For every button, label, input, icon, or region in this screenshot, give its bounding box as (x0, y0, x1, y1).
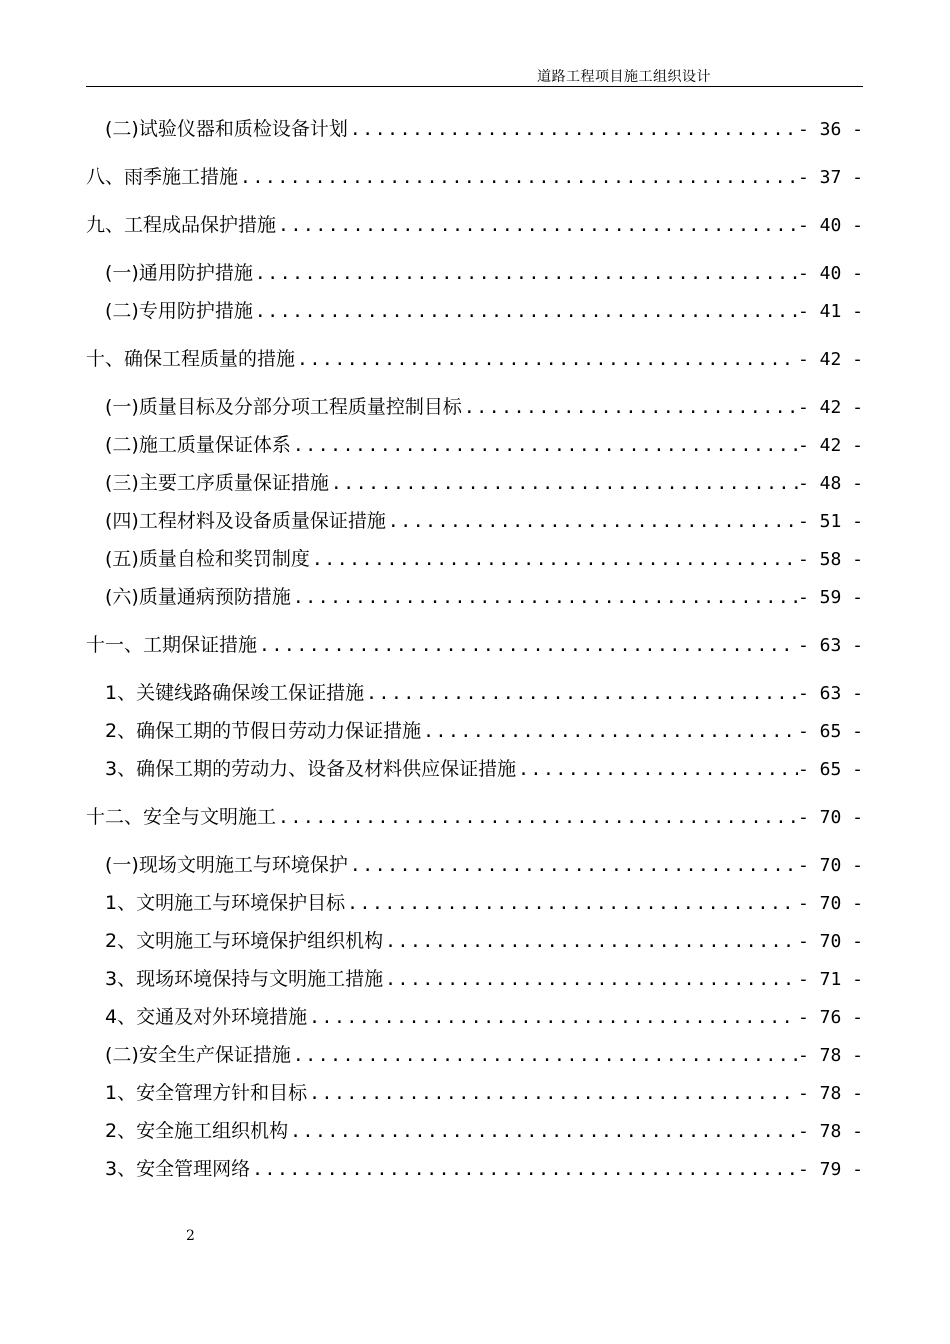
toc-entry-page: - 63 - (797, 635, 863, 656)
toc-entry-page: - 51 - (797, 511, 863, 532)
toc-entry-page: - 65 - (797, 759, 863, 780)
toc-entry[interactable] (105, 471, 863, 496)
toc-dot-leader (250, 1158, 798, 1182)
toc-dot-leader (257, 634, 798, 658)
toc-entry-page: - 65 - (797, 721, 863, 742)
toc-entry[interactable] (105, 1043, 863, 1068)
toc-entry[interactable] (105, 1119, 863, 1144)
toc-dot-leader (364, 682, 798, 706)
toc-entry[interactable] (105, 117, 863, 142)
toc-entry-page: - 42 - (797, 397, 863, 418)
toc-entry-label: (三)主要工序质量保证措施 (105, 472, 329, 494)
toc-entry[interactable] (105, 509, 863, 534)
toc-entry-label: 九、工程成品保护措施 (86, 214, 277, 236)
toc-entry[interactable] (105, 681, 863, 706)
toc-dot-leader (288, 1120, 798, 1144)
toc-entry-label: 2、安全施工组织机构 (105, 1120, 289, 1142)
toc-dot-leader (383, 968, 798, 992)
toc-entry-label: 4、交通及对外环境措施 (105, 1006, 308, 1028)
toc-entry-page: - 71 - (797, 969, 863, 990)
toc-dot-leader (253, 262, 798, 286)
toc-entry-label: (二)试验仪器和质检设备计划 (105, 118, 348, 140)
toc-entry-label: (四)工程材料及设备质量保证措施 (105, 510, 386, 532)
toc-entry-page: - 40 - (797, 263, 863, 284)
toc-dot-leader (307, 1082, 798, 1106)
toc-entry-label: 1、关键线路确保竣工保证措施 (105, 682, 365, 704)
toc-entry-label: 2、文明施工与环境保护组织机构 (105, 930, 384, 952)
toc-dot-leader (291, 586, 798, 610)
toc-entry-page: - 78 - (797, 1121, 863, 1142)
toc-entry-page: - 37 - (797, 167, 863, 188)
toc-entry-label: 3、安全管理网络 (105, 1158, 251, 1180)
page-number: 2 (186, 1228, 195, 1244)
toc-entry[interactable] (105, 585, 863, 610)
toc-entry[interactable] (105, 853, 863, 878)
toc-entry-label: (五)质量自检和奖罚制度 (105, 548, 310, 570)
toc-entry[interactable] (86, 633, 863, 658)
toc-entry-page: - 40 - (797, 215, 863, 236)
toc-entry[interactable] (105, 757, 863, 782)
toc-entry-page: - 70 - (797, 893, 863, 914)
toc-entry[interactable] (105, 433, 863, 458)
toc-entry[interactable] (86, 347, 863, 372)
toc-dot-leader (238, 166, 798, 190)
toc-entry-label: 1、安全管理方针和目标 (105, 1082, 308, 1104)
toc-entry-label: 十二、安全与文明施工 (86, 806, 277, 828)
toc-entry[interactable] (105, 395, 863, 420)
toc-entry-page: - 70 - (797, 931, 863, 952)
toc-entry-page: - 36 - (797, 119, 863, 140)
toc-entry[interactable] (105, 719, 863, 744)
toc-dot-leader (310, 548, 798, 572)
toc-entry-label: 1、文明施工与环境保护目标 (105, 892, 346, 914)
toc-entry[interactable] (86, 805, 863, 830)
toc-entry-page: - 78 - (797, 1045, 863, 1066)
toc-entry[interactable] (105, 929, 863, 954)
toc-entry-page: - 63 - (797, 683, 863, 704)
toc-entry-page: - 41 - (797, 301, 863, 322)
toc-entry-label: (六)质量通病预防措施 (105, 586, 291, 608)
toc-dot-leader (291, 1044, 798, 1068)
toc-entry[interactable] (105, 1081, 863, 1106)
toc-entry-page: - 58 - (797, 549, 863, 570)
toc-entry-page: - 76 - (797, 1007, 863, 1028)
toc-entry[interactable] (86, 213, 863, 238)
toc-dot-leader (421, 720, 798, 744)
toc-entry-label: (一)通用防护措施 (105, 262, 253, 284)
toc-entry-page: - 78 - (797, 1083, 863, 1104)
toc-entry-page: - 79 - (797, 1159, 863, 1180)
toc-dot-leader (253, 300, 798, 324)
toc-entry[interactable] (105, 299, 863, 324)
toc-entry[interactable] (105, 891, 863, 916)
toc-dot-leader (462, 396, 798, 420)
toc-dot-leader (383, 930, 798, 954)
toc-entry[interactable] (105, 967, 863, 992)
header-divider (86, 86, 863, 87)
toc-entry-page: - 48 - (797, 473, 863, 494)
toc-entry-label: (一)质量目标及分部分项工程质量控制目标 (105, 396, 462, 418)
toc-dot-leader (329, 472, 798, 496)
toc-entry-page: - 42 - (797, 349, 863, 370)
document-header-title: 道路工程项目施工组织设计 (537, 69, 711, 85)
toc-dot-leader (345, 892, 798, 916)
toc-entry[interactable] (86, 165, 863, 190)
toc-entry-page: - 59 - (797, 587, 863, 608)
toc-dot-leader (276, 214, 798, 238)
toc-entry-label: 2、确保工期的节假日劳动力保证措施 (105, 720, 422, 742)
toc-entry-page: - 70 - (797, 855, 863, 876)
toc-entry-label: 3、确保工期的劳动力、设备及材料供应保证措施 (105, 758, 517, 780)
toc-dot-leader (516, 758, 798, 782)
toc-entry[interactable] (105, 1005, 863, 1030)
toc-entry-label: 十一、工期保证措施 (86, 634, 258, 656)
toc-entry-label: (一)现场文明施工与环境保护 (105, 854, 348, 876)
toc-entry[interactable] (105, 547, 863, 572)
toc-entry-label: 十、确保工程质量的措施 (86, 348, 296, 370)
toc-dot-leader (348, 854, 798, 878)
toc-dot-leader (348, 118, 798, 142)
toc-dot-leader (386, 510, 798, 534)
toc-entry-label: 3、现场环境保持与文明施工措施 (105, 968, 384, 990)
toc-dot-leader (307, 1006, 798, 1030)
toc-dot-leader (276, 806, 798, 830)
toc-dot-leader (295, 348, 798, 372)
toc-entry-label: (二)专用防护措施 (105, 300, 253, 322)
toc-entry[interactable] (105, 1157, 863, 1182)
toc-entry-page: - 70 - (797, 807, 863, 828)
toc-dot-leader (291, 434, 798, 458)
toc-entry-label: 八、雨季施工措施 (86, 166, 239, 188)
toc-entry-page: - 42 - (797, 435, 863, 456)
toc-entry[interactable] (105, 261, 863, 286)
toc-entry-label: (二)安全生产保证措施 (105, 1044, 291, 1066)
toc-entry-label: (二)施工质量保证体系 (105, 434, 291, 456)
